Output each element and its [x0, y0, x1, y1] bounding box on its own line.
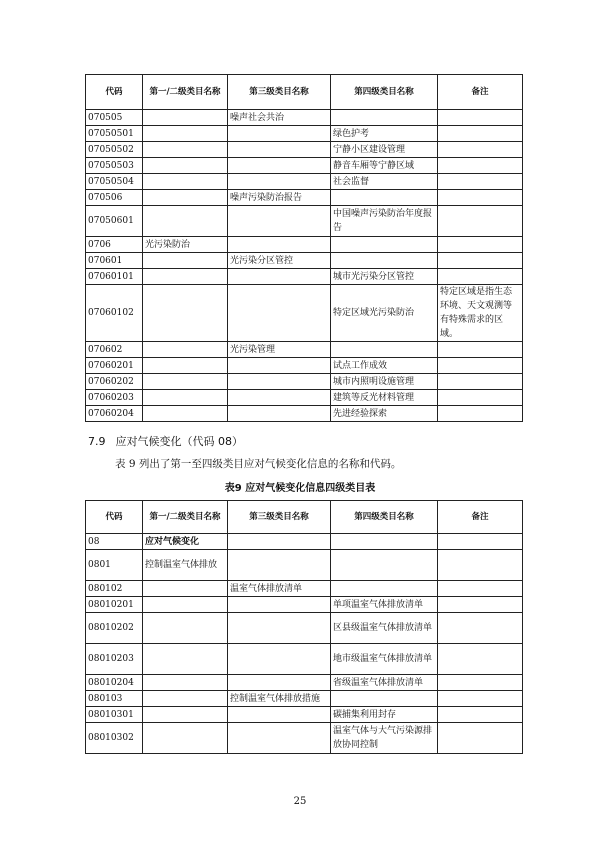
cell-remarks — [438, 406, 523, 422]
table-row — [86, 534, 523, 550]
header-level-1-2: 第一/二级类目名称 — [143, 75, 228, 110]
cell-level-1-2 — [143, 174, 228, 190]
table-row — [86, 142, 523, 158]
cell-remarks — [438, 707, 523, 723]
cell-remarks — [438, 174, 523, 190]
cell-level-1-2 — [143, 581, 228, 597]
header-level-3: 第三级类目名称 — [228, 501, 331, 534]
cell-level-3 — [228, 206, 331, 237]
cell-level-3 — [228, 174, 331, 190]
cell-level-4: 城市内照明设施管理 — [331, 374, 438, 390]
table-caption: 表9 应对气候变化信息四级类目表 — [224, 483, 376, 494]
cell-level-3 — [228, 126, 331, 142]
category-table-lower — [85, 500, 523, 754]
cell-remarks — [438, 126, 523, 142]
cell-remarks — [438, 534, 523, 550]
table-row — [86, 253, 523, 269]
cell-code: 08010301 — [86, 707, 143, 723]
cell-level-1-2 — [143, 269, 228, 285]
cell-remarks — [438, 190, 523, 206]
cell-level-3 — [228, 707, 331, 723]
cell-code: 07060202 — [86, 374, 143, 390]
table-body-upper — [86, 110, 523, 422]
section-title: 应对气候变化（代码 08） — [115, 435, 243, 448]
header-code: 代码 — [86, 501, 143, 534]
page-number: 25 — [293, 796, 307, 807]
cell-code: 0706 — [86, 237, 143, 253]
cell-level-4: 先进经验探索 — [331, 406, 438, 422]
cell-level-3 — [228, 613, 331, 644]
category-table-upper — [85, 74, 523, 422]
table-row — [86, 358, 523, 374]
cell-level-4: 特定区域光污染防治 — [331, 285, 438, 342]
cell-level-1-2 — [143, 644, 228, 675]
table-row — [86, 550, 523, 581]
cell-level-4: 中国噪声污染防治年度报告 — [331, 206, 438, 237]
cell-level-3 — [228, 723, 331, 754]
cell-code: 070601 — [86, 253, 143, 269]
cell-level-1-2 — [143, 110, 228, 126]
table-row — [86, 691, 523, 707]
cell-remarks — [438, 374, 523, 390]
cell-code: 07060203 — [86, 390, 143, 406]
table-body-lower — [86, 534, 523, 754]
cell-level-3: 温室气体排放清单 — [228, 581, 331, 597]
cell-level-3 — [228, 534, 331, 550]
cell-level-1-2: 控制温室气体排放 — [143, 550, 228, 581]
cell-code: 07060204 — [86, 406, 143, 422]
cell-remarks — [438, 675, 523, 691]
section-number: 7.9 — [88, 435, 106, 448]
cell-level-3: 噪声社会共治 — [228, 110, 331, 126]
cell-code: 08010203 — [86, 644, 143, 675]
cell-code: 08010204 — [86, 675, 143, 691]
table-row — [86, 174, 523, 190]
table-row — [86, 269, 523, 285]
table-row — [86, 110, 523, 126]
cell-level-4 — [331, 253, 438, 269]
cell-level-3 — [228, 158, 331, 174]
cell-level-3: 噪声污染防治报告 — [228, 190, 331, 206]
cell-level-1-2 — [143, 675, 228, 691]
cell-remarks — [438, 613, 523, 644]
cell-level-1-2 — [143, 358, 228, 374]
cell-remarks — [438, 691, 523, 707]
header-level-4: 第四级类目名称 — [331, 501, 438, 534]
table-row — [86, 126, 523, 142]
cell-level-1-2 — [143, 390, 228, 406]
cell-remarks — [438, 253, 523, 269]
cell-level-3 — [228, 269, 331, 285]
cell-code: 07060102 — [86, 285, 143, 342]
cell-remarks — [438, 237, 523, 253]
cell-code: 07050501 — [86, 126, 143, 142]
cell-code: 080102 — [86, 581, 143, 597]
table-row — [86, 581, 523, 597]
header-code: 代码 — [86, 75, 143, 110]
cell-level-3 — [228, 374, 331, 390]
cell-level-1-2 — [143, 126, 228, 142]
cell-level-3 — [228, 142, 331, 158]
cell-remarks — [438, 142, 523, 158]
cell-code: 080103 — [86, 691, 143, 707]
cell-level-4 — [331, 581, 438, 597]
cell-level-4: 区县级温室气体排放清单 — [331, 613, 438, 644]
cell-code: 070505 — [86, 110, 143, 126]
cell-level-1-2 — [143, 342, 228, 358]
cell-level-4: 绿色护考 — [331, 126, 438, 142]
cell-level-1-2 — [143, 691, 228, 707]
cell-level-4: 静音车厢等宁静区域 — [331, 158, 438, 174]
cell-code: 07060201 — [86, 358, 143, 374]
table-row — [86, 206, 523, 237]
cell-remarks — [438, 644, 523, 675]
table-header-row — [86, 75, 523, 110]
cell-level-4 — [331, 691, 438, 707]
table-row — [86, 342, 523, 358]
cell-remarks — [438, 158, 523, 174]
table-row — [86, 285, 523, 342]
cell-level-4 — [331, 342, 438, 358]
table-row — [86, 406, 523, 422]
cell-level-1-2 — [143, 285, 228, 342]
cell-remarks — [438, 358, 523, 374]
header-level-4: 第四级类目名称 — [331, 75, 438, 110]
cell-level-1-2 — [143, 406, 228, 422]
cell-level-4: 城市光污染分区管控 — [331, 269, 438, 285]
cell-level-1-2: 应对气候变化 — [143, 534, 228, 550]
table-row — [86, 237, 523, 253]
cell-level-4: 温室气体与大气污染源排放协同控制 — [331, 723, 438, 754]
cell-level-4 — [331, 110, 438, 126]
cell-remarks — [438, 110, 523, 126]
cell-level-4: 地市级温室气体排放清单 — [331, 644, 438, 675]
table-row — [86, 707, 523, 723]
cell-level-3 — [228, 358, 331, 374]
table-header-row — [86, 501, 523, 534]
cell-code: 07050504 — [86, 174, 143, 190]
cell-level-4 — [331, 550, 438, 581]
cell-code: 08 — [86, 534, 143, 550]
cell-level-4 — [331, 237, 438, 253]
cell-level-1-2: 光污染防治 — [143, 237, 228, 253]
cell-code: 08010302 — [86, 723, 143, 754]
cell-level-4: 省级温室气体排放清单 — [331, 675, 438, 691]
cell-level-3: 控制温室气体排放措施 — [228, 691, 331, 707]
cell-remarks — [438, 723, 523, 754]
cell-level-4: 社会监督 — [331, 174, 438, 190]
cell-level-4 — [331, 190, 438, 206]
section-paragraph: 表 9 列出了第一至四级类目应对气候变化信息的名称和代码。 — [115, 458, 402, 470]
cell-level-3 — [228, 675, 331, 691]
cell-remarks — [438, 550, 523, 581]
table-row — [86, 390, 523, 406]
cell-level-3 — [228, 406, 331, 422]
cell-level-3 — [228, 237, 331, 253]
header-remarks: 备注 — [438, 75, 523, 110]
cell-remarks — [438, 269, 523, 285]
cell-code: 08010202 — [86, 613, 143, 644]
cell-level-3 — [228, 390, 331, 406]
cell-remarks — [438, 597, 523, 613]
header-level-1-2: 第一/二级类目名称 — [143, 501, 228, 534]
cell-level-4: 试点工作成效 — [331, 358, 438, 374]
cell-level-1-2 — [143, 142, 228, 158]
cell-code: 070506 — [86, 190, 143, 206]
cell-level-1-2 — [143, 158, 228, 174]
cell-level-1-2 — [143, 206, 228, 237]
cell-level-4: 建筑等反光材料管理 — [331, 390, 438, 406]
cell-level-1-2 — [143, 253, 228, 269]
table-row — [86, 190, 523, 206]
table-row — [86, 158, 523, 174]
cell-level-3 — [228, 644, 331, 675]
cell-level-1-2 — [143, 597, 228, 613]
cell-remarks — [438, 581, 523, 597]
cell-code: 0801 — [86, 550, 143, 581]
cell-code: 07050601 — [86, 206, 143, 237]
table-row — [86, 644, 523, 675]
cell-level-3 — [228, 550, 331, 581]
cell-code: 070602 — [86, 342, 143, 358]
cell-level-4 — [331, 534, 438, 550]
cell-level-3: 光污染管理 — [228, 342, 331, 358]
table-row — [86, 613, 523, 644]
cell-level-4: 宁静小区建设管理 — [331, 142, 438, 158]
cell-code: 08010201 — [86, 597, 143, 613]
table-row — [86, 597, 523, 613]
cell-level-3 — [228, 597, 331, 613]
cell-level-1-2 — [143, 613, 228, 644]
cell-remarks: 特定区域是指生态环境、天文观测等有特殊需求的区域。 — [438, 285, 523, 342]
cell-code: 07050502 — [86, 142, 143, 158]
section-heading — [88, 433, 253, 449]
cell-code: 07060101 — [86, 269, 143, 285]
cell-remarks — [438, 390, 523, 406]
cell-remarks — [438, 206, 523, 237]
cell-remarks — [438, 342, 523, 358]
cell-level-4: 碳捕集利用封存 — [331, 707, 438, 723]
cell-level-3: 光污染分区管控 — [228, 253, 331, 269]
table-row — [86, 723, 523, 754]
table-row — [86, 374, 523, 390]
cell-level-1-2 — [143, 190, 228, 206]
cell-level-1-2 — [143, 374, 228, 390]
table-row — [86, 675, 523, 691]
header-remarks: 备注 — [438, 501, 523, 534]
cell-level-3 — [228, 285, 331, 342]
header-level-3: 第三级类目名称 — [228, 75, 331, 110]
cell-level-4: 单项温室气体排放清单 — [331, 597, 438, 613]
cell-level-1-2 — [143, 723, 228, 754]
cell-level-1-2 — [143, 707, 228, 723]
cell-code: 07050503 — [86, 158, 143, 174]
